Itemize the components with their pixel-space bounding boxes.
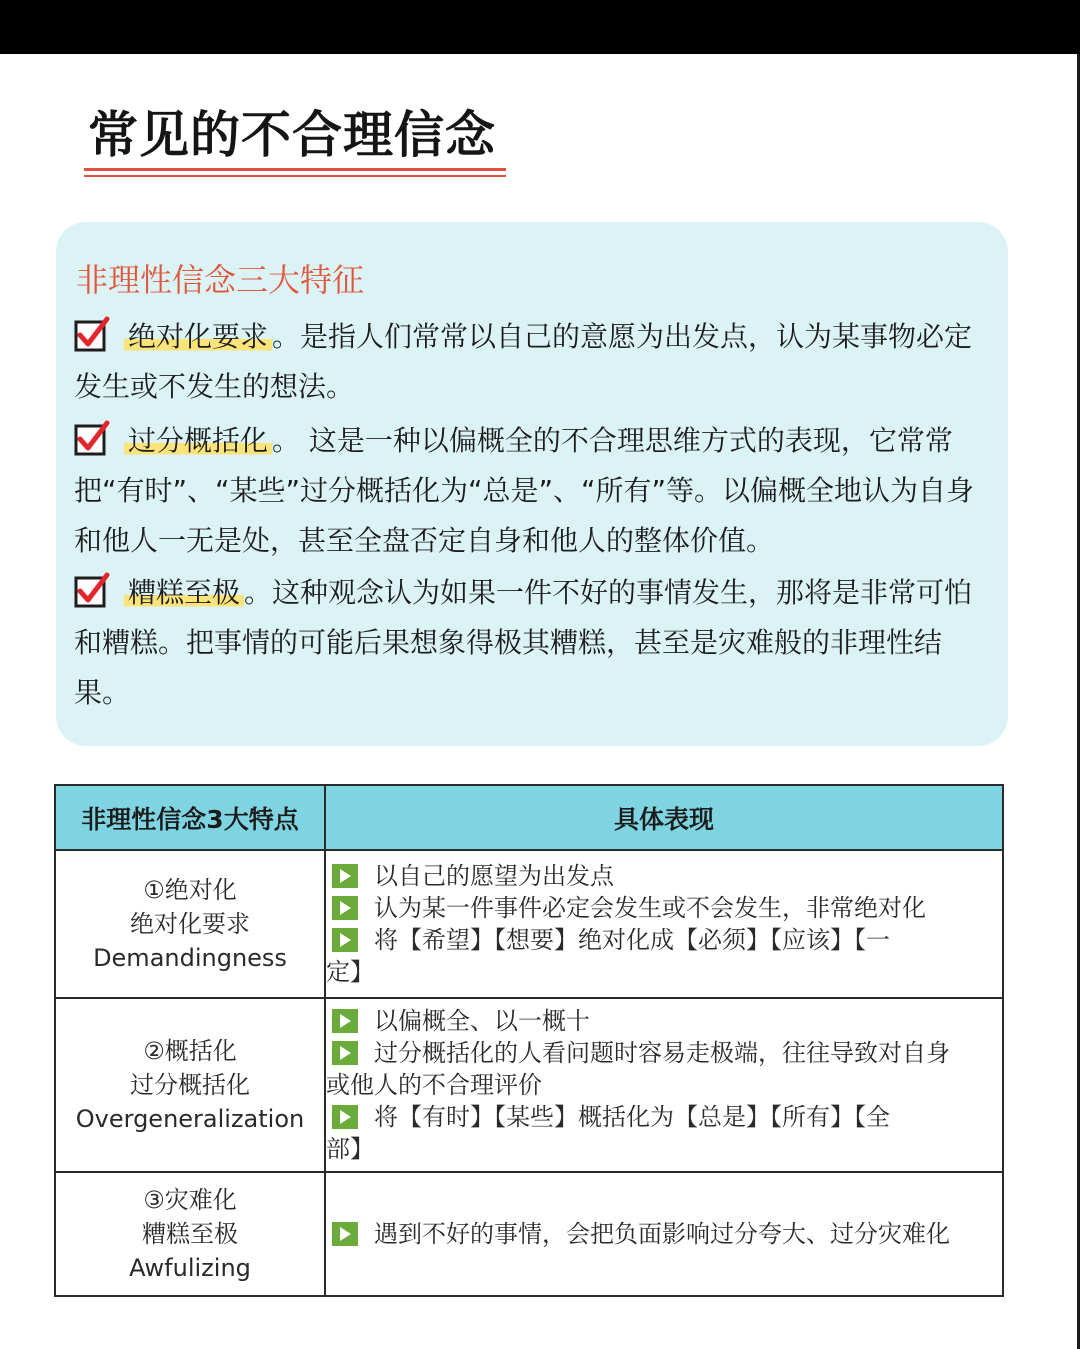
feature-item-awfulizing	[74, 568, 996, 718]
type-cell	[55, 1172, 325, 1296]
page-title: 常见的不合理信念	[88, 106, 496, 164]
feature-term: 绝对化要求	[124, 320, 272, 353]
play-bullet-icon	[332, 1009, 358, 1033]
checkbox-checked-icon	[74, 316, 110, 352]
feature-text: 。 这是一种以偏概全的不合理思维方式的表现，它常常把“有时”、“某些”过分概括化为“总是”、“所有”等。以偏概全地认为自身和他人一无是处，甚至全盘否定自身和他人的整体价值。	[74, 424, 975, 557]
detail-line: 或他人的不合理评价	[326, 1071, 542, 1099]
feature-card	[56, 222, 1008, 746]
title-underline-second	[84, 175, 506, 177]
detail-line: 遇到不好的事情，会把负面影响过分夸大、过分灾难化	[326, 1218, 1002, 1250]
type-name: 绝对化要求	[130, 910, 250, 938]
checkbox-checked-icon	[74, 572, 110, 608]
type-english: Overgeneralization	[75, 1105, 305, 1133]
detail-line: 部】	[326, 1135, 374, 1163]
feature-item-demandingness	[74, 312, 996, 412]
play-bullet-icon	[332, 1041, 358, 1065]
type-number: ②概括化	[143, 1037, 237, 1065]
top-black-bar	[0, 0, 1080, 54]
detail-cell	[325, 998, 1003, 1172]
detail-line: 将【有时】【某些】概括化为【总是】【所有】【全	[326, 1101, 1002, 1133]
play-bullet-icon	[332, 1105, 358, 1129]
header-feature: 非理性信念3大特点	[55, 785, 325, 850]
feature-text: 。是指人们常常以自己的意愿为出发点，认为某事物必定发生或不发生的想法。	[74, 320, 973, 403]
type-cell	[55, 998, 325, 1172]
table-row	[55, 850, 1003, 998]
detail-line: 以偏概全、以一概十	[326, 1005, 1002, 1037]
header-detail: 具体表现	[325, 785, 1003, 850]
feature-item-overgeneralization	[74, 416, 996, 566]
card-heading: 非理性信念三大特征	[76, 261, 365, 299]
play-bullet-icon	[332, 864, 358, 888]
play-bullet-icon	[332, 928, 358, 952]
type-english: Awfulizing	[129, 1254, 251, 1282]
detail-cell	[325, 1172, 1003, 1296]
type-number: ③灾难化	[143, 1186, 237, 1214]
table-row	[55, 998, 1003, 1172]
detail-cell	[325, 850, 1003, 998]
type-english: Demandingness	[93, 944, 287, 972]
detail-line: 将【希望】【想要】绝对化成【必须】【应该】【一	[326, 924, 1002, 956]
checkbox-checked-icon	[74, 420, 110, 456]
feature-term: 糟糕至极	[124, 576, 244, 609]
play-bullet-icon	[332, 1222, 358, 1246]
detail-line: 过分概括化的人看问题时容易走极端，往往导致对自身	[326, 1037, 1002, 1069]
detail-line: 以自己的愿望为出发点	[326, 860, 1002, 892]
features-table	[54, 784, 1004, 1297]
type-number: ①绝对化	[143, 876, 237, 904]
type-name: 过分概括化	[130, 1071, 250, 1099]
title-underline	[84, 168, 506, 171]
play-bullet-icon	[332, 896, 358, 920]
table-header-row	[55, 785, 1003, 850]
detail-line: 认为某一件事件必定会发生或不会发生，非常绝对化	[326, 892, 1002, 924]
table-row	[55, 1172, 1003, 1296]
feature-term: 过分概括化	[124, 424, 272, 457]
feature-text: 。这种观念认为如果一件不好的事情发生，那将是非常可怕和糟糕。把事情的可能后果想象得极其糟糕，甚至是灾难般的非理性结果。	[74, 576, 973, 709]
type-name: 糟糕至极	[142, 1220, 238, 1248]
detail-line: 定】	[326, 958, 374, 986]
type-cell	[55, 850, 325, 998]
